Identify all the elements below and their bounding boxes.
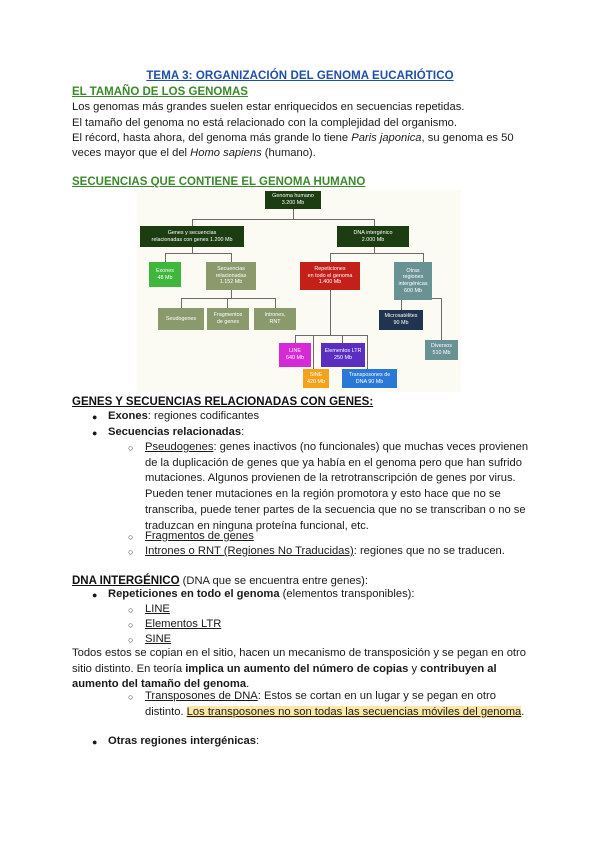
connector xyxy=(293,209,294,219)
node-value: 48 Mb xyxy=(157,274,173,281)
node-value: 420 Mb xyxy=(307,378,325,385)
term: Pseudogenes xyxy=(145,441,214,453)
connector xyxy=(275,298,276,308)
text-span: . xyxy=(521,705,525,718)
section-heading-genes: GENES Y SECUENCIAS RELACIONADAS CON GENES: xyxy=(72,396,374,408)
species-name: Paris japonica xyxy=(351,132,422,144)
term: Repeticiones en todo el genoma xyxy=(108,588,280,600)
node-label: Repeticiones xyxy=(314,266,346,273)
node-exons xyxy=(149,262,181,287)
emphasis: implica un aumento del número de copias xyxy=(185,662,409,675)
connector xyxy=(313,335,314,369)
circle-bullet-icon: ○ xyxy=(128,547,134,557)
node-label: Seudogenes xyxy=(165,315,197,322)
node-value: 250 Mb xyxy=(334,355,352,361)
connector xyxy=(374,219,375,226)
node-dna-transposons xyxy=(342,369,397,388)
text-span: : regiones codificantes xyxy=(147,410,260,422)
list-item-line: LINE xyxy=(145,603,170,615)
connector xyxy=(295,335,367,336)
text-line: traduzcan en ninguna proteína funcional, etc. xyxy=(145,519,369,532)
connector xyxy=(227,298,228,308)
paragraph-line xyxy=(72,146,316,162)
paragraph-line xyxy=(72,131,514,147)
node-sine xyxy=(303,369,329,388)
text-span: : regiones que no se traducen. xyxy=(353,545,505,557)
node-value: relacionadas con genes 1.200 Mb xyxy=(151,236,233,243)
text-span: (DNA que se encuentra entre genes): xyxy=(179,575,368,587)
connector xyxy=(295,335,296,343)
connector xyxy=(181,298,275,299)
text-span: (elementos transponibles): xyxy=(279,588,415,600)
circle-bullet-icon: ○ xyxy=(128,635,134,645)
section-heading-genome-size: EL TAMAÑO DE LOS GENOMAS xyxy=(72,86,248,98)
text-span: sitio distinto. En teoría xyxy=(72,662,186,675)
term: Exones xyxy=(108,410,148,422)
list-item-repeats xyxy=(108,587,415,603)
emphasis: contribuyen al xyxy=(420,662,497,675)
connector xyxy=(330,253,423,254)
node-other-intergenic xyxy=(394,262,432,300)
connector xyxy=(330,290,331,335)
node-value: 1.152 Mb xyxy=(219,279,243,286)
connector xyxy=(165,253,231,254)
node-label: DNA intergénico xyxy=(353,229,393,236)
node-diverse xyxy=(425,340,458,360)
genome-composition-diagram xyxy=(137,190,461,392)
bullet-icon: ● xyxy=(92,412,98,422)
text-span: (humano). xyxy=(261,147,316,159)
term: Otras regiones intergénicas xyxy=(108,735,256,747)
text-line: Pueden tener mutaciones en la región promotora y esto hace que no se xyxy=(145,488,501,501)
node-label: Diversos xyxy=(431,343,452,350)
node-line xyxy=(279,343,311,367)
node-value: 2.000 Mb xyxy=(361,236,385,243)
node-label: relacionadas xyxy=(215,272,247,279)
node-intergenic-dna xyxy=(337,226,409,247)
text-line: de la duplicación de genes que ya había en el genoma pero que han sufrido xyxy=(145,456,522,469)
node-human-genome xyxy=(265,191,321,209)
text-span: : Estos se cortan en un lugar y se pegan en otro xyxy=(257,690,496,702)
node-label: en todo el genoma xyxy=(307,272,353,279)
circle-bullet-icon: ○ xyxy=(128,443,134,453)
node-label: de genes xyxy=(216,319,240,325)
connector xyxy=(342,335,343,343)
node-value: 510 Mb xyxy=(432,350,451,356)
text-line: Todos estos se copian en el sitio, hacen un mecanismo de transposición y se pegan en otro xyxy=(72,647,526,659)
circle-bullet-icon: ○ xyxy=(128,605,134,615)
list-item-ltr: Elementos LTR xyxy=(145,618,222,630)
text-span: : xyxy=(241,426,245,438)
text-span: El récord, hasta ahora, del genoma más grande lo tiene xyxy=(72,132,352,144)
list-item-exons xyxy=(108,409,259,425)
connector xyxy=(423,253,424,262)
connector xyxy=(330,253,331,262)
node-genome-wide-repeats xyxy=(300,262,360,290)
node-value: 90 Mb xyxy=(393,320,409,326)
node-label: Exones xyxy=(156,267,174,274)
page-title: TEMA 3: ORGANIZACIÓN DEL GENOMA EUCARIÓTICO xyxy=(146,70,454,82)
node-label: Intrones, xyxy=(264,312,286,319)
node-label: regiones xyxy=(402,274,424,281)
term: Transposones de DNA xyxy=(145,690,258,702)
text-line: transcriba, puede tener partes de la secuencia que no se transcriban o no se xyxy=(145,503,526,516)
paragraph-line: Los genomas más grandes suelen estar enriquecidos en secuencias repetidas. xyxy=(72,101,465,113)
connector xyxy=(165,253,166,262)
connector xyxy=(441,298,442,340)
node-label: Genes y secuencias xyxy=(167,229,217,236)
node-label: SINE xyxy=(309,371,323,378)
node-introns-rnt xyxy=(254,308,296,330)
text-span: veces mayor que el del xyxy=(72,147,191,159)
list-item-gene-fragments xyxy=(145,529,254,545)
node-value: 600 Mb xyxy=(404,287,422,294)
node-microsatellites xyxy=(379,310,423,330)
connector xyxy=(192,219,193,226)
node-gene-fragments xyxy=(207,308,249,330)
emphasis: aumento del tamaño del genoma xyxy=(72,678,247,691)
text-span: distinto. xyxy=(145,705,187,718)
node-genes xyxy=(140,226,244,247)
bullet-icon: ● xyxy=(92,428,98,438)
section-heading-human-genome: SECUENCIAS QUE CONTIENE EL GENOMA HUMANO xyxy=(72,176,366,188)
node-label: LINE xyxy=(289,348,301,355)
text-span: : genes inactivos (no funcionales) que muchas veces provienen xyxy=(213,441,529,453)
text-span: : xyxy=(255,735,260,747)
list-item-introns xyxy=(145,544,505,560)
connector xyxy=(231,290,232,298)
list-item-pseudogenes xyxy=(145,440,528,534)
circle-bullet-icon: ○ xyxy=(128,620,134,630)
list-item-dna-transposons xyxy=(145,689,524,720)
node-label: Secuencias xyxy=(217,266,245,273)
list-item-sine: SINE xyxy=(145,633,172,645)
term: Secuencias relacionadas xyxy=(108,426,242,438)
connector xyxy=(367,335,368,369)
node-label: Genoma humano xyxy=(272,193,314,200)
node-pseudogenes xyxy=(158,308,204,330)
term: Fragmentos de genes xyxy=(145,530,254,542)
node-label: Otras xyxy=(406,267,420,274)
connector xyxy=(231,253,232,262)
text-span: , su genoma es 50 xyxy=(421,132,514,144)
node-value: 3.200 Mb xyxy=(281,200,305,206)
list-item-related-sequences xyxy=(108,425,244,441)
node-label: intergénicas xyxy=(398,281,428,287)
term: Intrones o RNT (Regiones No Traducidas) xyxy=(145,545,354,557)
node-label: Microsatélites xyxy=(384,313,418,320)
node-label: Elementos LTR xyxy=(324,348,362,355)
circle-bullet-icon: ○ xyxy=(128,692,134,702)
node-related-sequences xyxy=(206,262,256,290)
node-value: 1.400 Mb xyxy=(318,279,342,286)
node-label: Transposones de xyxy=(348,371,391,378)
circle-bullet-icon: ○ xyxy=(128,532,134,542)
node-label: Fragmentos xyxy=(213,312,243,319)
paragraph-line: El tamaño del genoma no está relacionado con la complejidad del organismo. xyxy=(72,117,457,129)
highlighted-text: Los transposones no son todas las secuencias móviles del genoma xyxy=(186,705,522,718)
text-span: . xyxy=(246,678,250,691)
transposition-paragraph xyxy=(72,646,530,693)
bullet-icon: ● xyxy=(92,737,98,747)
text-span: y xyxy=(408,662,421,675)
node-value: 640 Mb xyxy=(286,355,304,361)
species-name: Homo sapiens xyxy=(190,147,262,159)
list-item-other-regions xyxy=(108,734,259,750)
connector xyxy=(181,298,182,308)
text-line: mutaciones. Algunos provienen de la retrotranscripción de genes por virus. xyxy=(145,472,516,485)
heading-term: DNA INTERGÉNICO xyxy=(72,575,180,587)
bullet-icon: ● xyxy=(92,590,98,600)
connector xyxy=(192,219,374,220)
node-value: DNA 90 Mb xyxy=(355,378,384,385)
node-label: RNT xyxy=(269,319,281,325)
node-ltr-elements xyxy=(321,343,365,367)
